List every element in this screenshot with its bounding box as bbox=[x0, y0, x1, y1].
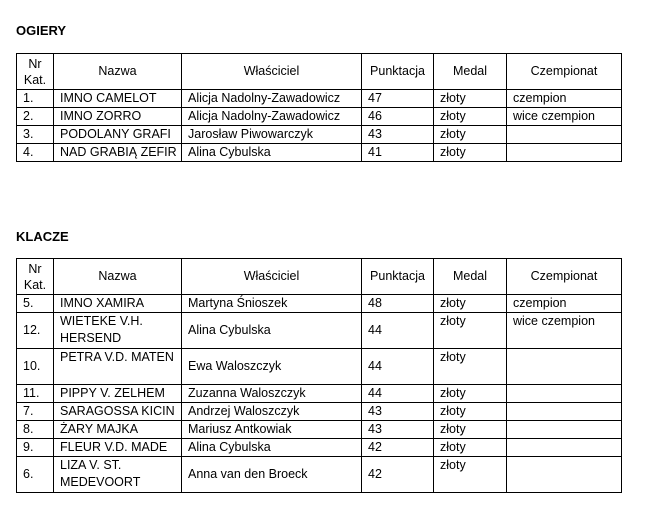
cell-nazwa: LIZA V. ST. MEDEVOORT bbox=[54, 457, 182, 493]
cell-punktacja: 44 bbox=[362, 349, 434, 385]
table-row bbox=[17, 90, 622, 108]
cell-punktacja: 41 bbox=[362, 144, 434, 162]
column-header-nazwa: Nazwa bbox=[54, 54, 182, 90]
cell-punktacja: 47 bbox=[362, 90, 434, 108]
table-row bbox=[17, 295, 622, 313]
cell-punktacja: 43 bbox=[362, 421, 434, 439]
cell-nr: 9. bbox=[17, 439, 54, 457]
cell-medal: złoty bbox=[434, 403, 507, 421]
column-header-punktacja: Punktacja bbox=[362, 54, 434, 90]
cell-medal: złoty bbox=[434, 144, 507, 162]
table-row bbox=[17, 349, 622, 385]
cell-nazwa: WIETEKE V.H. HERSEND bbox=[54, 313, 182, 349]
cell-czempionat bbox=[507, 439, 622, 457]
cell-czempionat bbox=[507, 349, 622, 385]
cell-wlasciciel: Alicja Nadolny-Zawadowicz bbox=[182, 108, 362, 126]
cell-medal: złoty bbox=[434, 385, 507, 403]
cell-medal: złoty bbox=[434, 313, 507, 349]
cell-wlasciciel: Alina Cybulska bbox=[182, 313, 362, 349]
cell-czempionat bbox=[507, 457, 622, 493]
cell-nazwa: IMNO ZORRO bbox=[54, 108, 182, 126]
cell-nr: 7. bbox=[17, 403, 54, 421]
column-header-medal: Medal bbox=[434, 259, 507, 295]
cell-medal: złoty bbox=[434, 349, 507, 385]
cell-medal: złoty bbox=[434, 126, 507, 144]
cell-nr: 12. bbox=[17, 313, 54, 349]
cell-czempionat bbox=[507, 403, 622, 421]
cell-punktacja: 44 bbox=[362, 313, 434, 349]
table-row bbox=[17, 439, 622, 457]
cell-nr: 3. bbox=[17, 126, 54, 144]
column-header-medal: Medal bbox=[434, 54, 507, 90]
table-row bbox=[17, 385, 622, 403]
cell-punktacja: 43 bbox=[362, 126, 434, 144]
column-header-nr: Nr Kat. bbox=[17, 259, 54, 295]
cell-czempionat bbox=[507, 385, 622, 403]
cell-wlasciciel: Alicja Nadolny-Zawadowicz bbox=[182, 90, 362, 108]
column-header-czempionat: Czempionat bbox=[507, 259, 622, 295]
cell-wlasciciel: Alina Cybulska bbox=[182, 144, 362, 162]
column-header-czempionat: Czempionat bbox=[507, 54, 622, 90]
cell-wlasciciel: Zuzanna Waloszczyk bbox=[182, 385, 362, 403]
cell-czempionat: czempion bbox=[507, 90, 622, 108]
cell-nazwa: NAD GRABIĄ ZEFIR bbox=[54, 144, 182, 162]
cell-nazwa: FLEUR V.D. MADE bbox=[54, 439, 182, 457]
cell-punktacja: 42 bbox=[362, 439, 434, 457]
cell-czempionat: wice czempion bbox=[507, 108, 622, 126]
cell-medal: złoty bbox=[434, 457, 507, 493]
table-row bbox=[17, 108, 622, 126]
cell-medal: złoty bbox=[434, 439, 507, 457]
cell-czempionat bbox=[507, 144, 622, 162]
table-row bbox=[17, 421, 622, 439]
cell-medal: złoty bbox=[434, 108, 507, 126]
cell-czempionat: wice czempion bbox=[507, 313, 622, 349]
cell-wlasciciel: Alina Cybulska bbox=[182, 439, 362, 457]
table-row bbox=[17, 457, 622, 493]
cell-nazwa: IMNO CAMELOT bbox=[54, 90, 182, 108]
table-header-row bbox=[17, 259, 622, 295]
cell-czempionat: czempion bbox=[507, 295, 622, 313]
column-header-wlasciciel: Właściciel bbox=[182, 54, 362, 90]
section-title-ogiery: OGIERY bbox=[16, 23, 67, 38]
cell-nazwa: IMNO XAMIRA bbox=[54, 295, 182, 313]
table-ogiery bbox=[16, 53, 622, 162]
cell-medal: złoty bbox=[434, 90, 507, 108]
table-header-row bbox=[17, 54, 622, 90]
table-row bbox=[17, 144, 622, 162]
cell-wlasciciel: Jarosław Piwowarczyk bbox=[182, 126, 362, 144]
section-title-klacze: KLACZE bbox=[16, 229, 69, 244]
cell-nr: 8. bbox=[17, 421, 54, 439]
cell-nr: 1. bbox=[17, 90, 54, 108]
cell-wlasciciel: Mariusz Antkowiak bbox=[182, 421, 362, 439]
cell-nr: 6. bbox=[17, 457, 54, 493]
table-row bbox=[17, 313, 622, 349]
cell-wlasciciel: Martyna Śnioszek bbox=[182, 295, 362, 313]
column-header-wlasciciel: Właściciel bbox=[182, 259, 362, 295]
cell-punktacja: 44 bbox=[362, 385, 434, 403]
column-header-nr: Nr Kat. bbox=[17, 54, 54, 90]
table-klacze bbox=[16, 258, 622, 493]
cell-wlasciciel: Ewa Waloszczyk bbox=[182, 349, 362, 385]
cell-punktacja: 43 bbox=[362, 403, 434, 421]
cell-nr: 11. bbox=[17, 385, 54, 403]
cell-nazwa: PODOLANY GRAFI bbox=[54, 126, 182, 144]
column-header-punktacja: Punktacja bbox=[362, 259, 434, 295]
table-row bbox=[17, 126, 622, 144]
cell-nr: 4. bbox=[17, 144, 54, 162]
cell-nr: 10. bbox=[17, 349, 54, 385]
cell-medal: złoty bbox=[434, 295, 507, 313]
cell-wlasciciel: Andrzej Waloszczyk bbox=[182, 403, 362, 421]
cell-czempionat bbox=[507, 126, 622, 144]
cell-nazwa: SARAGOSSA KICIN bbox=[54, 403, 182, 421]
cell-punktacja: 48 bbox=[362, 295, 434, 313]
cell-punktacja: 46 bbox=[362, 108, 434, 126]
cell-punktacja: 42 bbox=[362, 457, 434, 493]
cell-nazwa: PIPPY V. ZELHEM bbox=[54, 385, 182, 403]
table-row bbox=[17, 403, 622, 421]
cell-nazwa: PETRA V.D. MATEN bbox=[54, 349, 182, 385]
cell-nazwa: ŻARY MAJKA bbox=[54, 421, 182, 439]
column-header-nazwa: Nazwa bbox=[54, 259, 182, 295]
cell-wlasciciel: Anna van den Broeck bbox=[182, 457, 362, 493]
cell-czempionat bbox=[507, 421, 622, 439]
cell-nr: 5. bbox=[17, 295, 54, 313]
cell-nr: 2. bbox=[17, 108, 54, 126]
cell-medal: złoty bbox=[434, 421, 507, 439]
